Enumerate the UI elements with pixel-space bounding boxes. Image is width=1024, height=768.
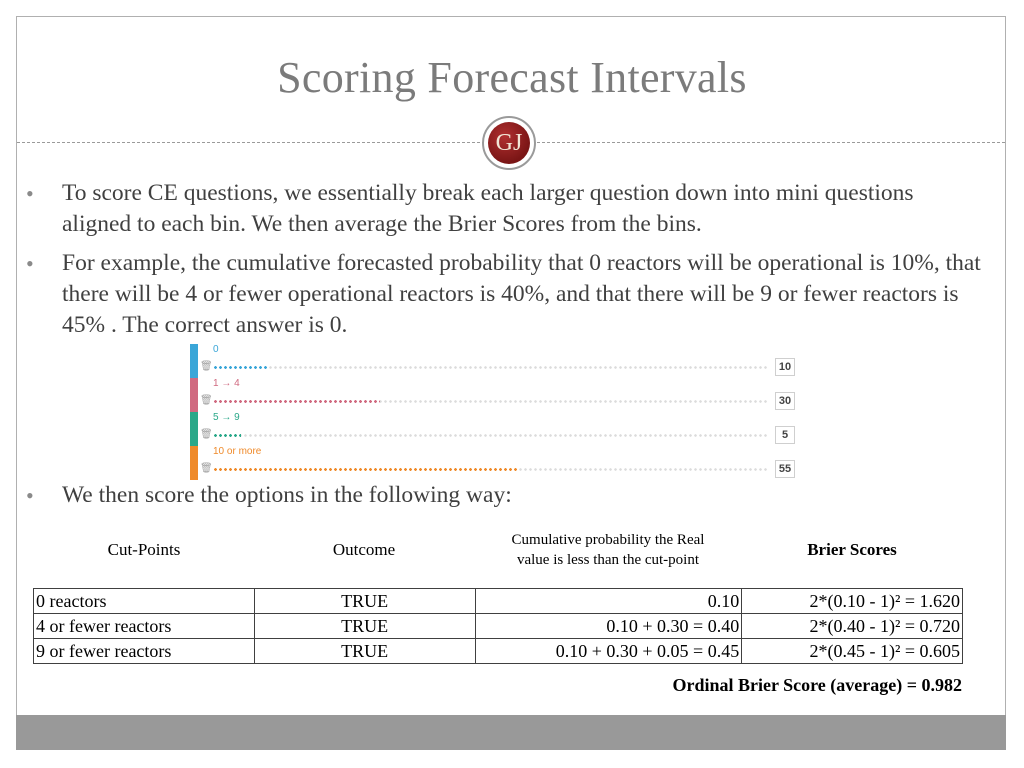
cell-cut: 0 reactors <box>34 589 255 614</box>
bin-value-input[interactable]: 30 <box>775 392 795 410</box>
bullet-marker-2: • <box>26 251 34 276</box>
cell-cut: 9 or fewer reactors <box>34 639 255 664</box>
bin-color-bar <box>190 412 198 446</box>
bin-slider-track[interactable] <box>213 366 768 369</box>
bullet-marker-1: • <box>26 181 34 206</box>
bullet-text-1: To score CE questions, we essentially break each larger question down into mini questions aligned to each bin. We then average the Brier Scores from the bins. <box>62 180 914 237</box>
header-cumulative-line2: value is less than the cut-point <box>516 552 700 568</box>
cell-outcome: TRUE <box>254 589 475 614</box>
bin-slider-track[interactable] <box>213 434 768 437</box>
header-cumulative-line1: Cumulative probability the Real <box>511 532 705 548</box>
bin-label: 1 → 4 <box>213 378 240 389</box>
bin-row <box>190 446 800 480</box>
bin-label: 5 → 9 <box>213 412 240 423</box>
table-row <box>34 639 963 664</box>
cell-outcome: TRUE <box>254 639 475 664</box>
bullet-text-3: We then score the options in the following way: <box>62 482 512 508</box>
table-row <box>34 614 963 639</box>
trash-icon[interactable]: 🗑 <box>200 361 213 372</box>
header-outcome: Outcome <box>332 540 396 559</box>
cell-cumulative: 0.10 <box>475 589 742 614</box>
bullet-marker-3: • <box>26 483 34 508</box>
trash-icon[interactable]: 🗑 <box>200 395 213 406</box>
cell-brier: 2*(0.10 - 1)² = 1.620 <box>742 589 963 614</box>
gj-logo-mark: GJ <box>488 122 530 164</box>
bin-color-bar <box>190 344 198 378</box>
cell-cumulative: 0.10 + 0.30 + 0.05 = 0.45 <box>475 639 742 664</box>
bin-color-bar <box>190 446 198 480</box>
bin-row <box>190 412 800 446</box>
gj-logo <box>482 116 536 170</box>
bin-label: 10 or more <box>213 446 262 457</box>
cell-outcome: TRUE <box>254 614 475 639</box>
bin-value-input[interactable]: 55 <box>775 460 795 478</box>
scores-table <box>33 588 963 664</box>
bin-color-bar <box>190 378 198 412</box>
bin-row <box>190 344 800 378</box>
cell-brier: 2*(0.40 - 1)² = 0.720 <box>742 614 963 639</box>
average-score: Ordinal Brier Score (average) = 0.982 <box>672 675 962 695</box>
trash-icon[interactable]: 🗑 <box>200 429 213 440</box>
cell-brier: 2*(0.45 - 1)² = 0.605 <box>742 639 963 664</box>
forecast-bins <box>190 344 800 480</box>
bin-value-input[interactable]: 10 <box>775 358 795 376</box>
slide-title: Scoring Forecast Intervals <box>277 53 747 102</box>
trash-icon[interactable]: 🗑 <box>200 463 213 474</box>
bin-label: 0 <box>213 344 219 355</box>
bin-row <box>190 378 800 412</box>
cell-cumulative: 0.10 + 0.30 = 0.40 <box>475 614 742 639</box>
bin-slider-fill <box>213 468 518 471</box>
bin-slider-fill <box>213 434 241 437</box>
bullet-text-2: For example, the cumulative forecasted probability that 0 reactors will be operational is 10%, that there will be 4 or fewer operational reactors is 40%, and that there will be 9 or fewer reactors is 45% . The correct answer is 0. <box>62 250 981 338</box>
slide-footer-band <box>16 715 1006 750</box>
table-row <box>34 589 963 614</box>
header-cut-points: Cut-Points <box>107 540 181 559</box>
header-brier: Brier Scores <box>807 540 897 559</box>
cell-cut: 4 or fewer reactors <box>34 614 255 639</box>
bin-value-input[interactable]: 5 <box>775 426 795 444</box>
header-cumulative <box>470 530 746 570</box>
bin-slider-fill <box>213 366 269 369</box>
bin-slider-fill <box>213 400 380 403</box>
